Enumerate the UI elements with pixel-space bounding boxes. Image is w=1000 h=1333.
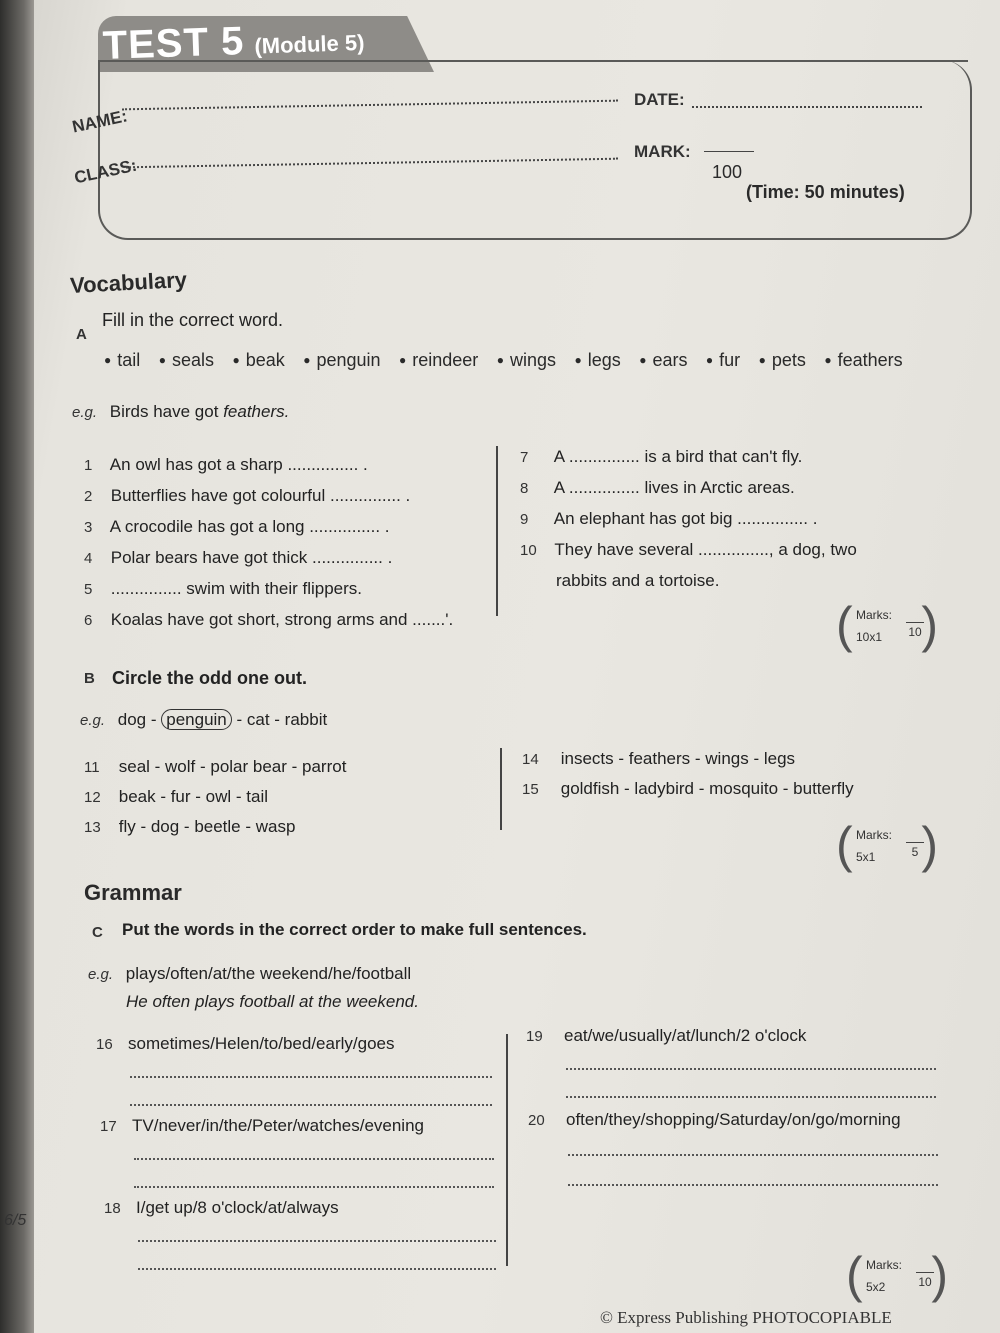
section-b-right-items bbox=[522, 744, 854, 804]
header-box bbox=[98, 60, 972, 240]
question-item[interactable]: 13 fly - dog - beetle - wasp bbox=[84, 817, 296, 836]
answer-line[interactable] bbox=[566, 1068, 936, 1070]
question-item[interactable]: 6 Koalas have got short, strong arms and .......'. bbox=[84, 610, 454, 629]
marks-box-a: ( ) Marks: 10x1 10 bbox=[836, 597, 938, 653]
example-c-prompt: e.g. plays/often/at/the weekend/he/football bbox=[88, 964, 412, 983]
question-item[interactable]: 4 Polar bears have got thick ............... . bbox=[84, 548, 393, 567]
book-binding bbox=[0, 0, 34, 1333]
mark-total: 100 bbox=[712, 162, 743, 182]
example-c-answer: He often plays football at the weekend. bbox=[126, 992, 419, 1011]
word-bank-item: ● ears bbox=[639, 350, 687, 370]
question-item[interactable]: 9 An elephant has got big ............... . bbox=[520, 509, 818, 528]
column-divider bbox=[506, 1034, 508, 1266]
question-item[interactable]: 12 beak - fur - owl - tail bbox=[84, 787, 268, 806]
question-item[interactable]: 3 A crocodile has got a long ............... . bbox=[84, 517, 390, 536]
circled-answer: penguin bbox=[161, 709, 232, 730]
section-c-instruction: Put the words in the correct order to make full sentences. bbox=[122, 920, 587, 939]
word-bank-item: ● wings bbox=[497, 350, 556, 370]
mark-fraction-line bbox=[704, 151, 754, 152]
marks-box-b: ( ) Marks: 5x1 5 bbox=[836, 817, 938, 873]
section-a-right-items bbox=[520, 442, 857, 596]
question-item: 18 I/get up/8 o'clock/at/always bbox=[104, 1198, 339, 1217]
answer-line[interactable] bbox=[138, 1268, 496, 1270]
section-c-letter: C bbox=[92, 924, 103, 941]
answer-line[interactable] bbox=[134, 1158, 494, 1160]
word-bank-item: ● beak bbox=[232, 350, 284, 370]
column-divider bbox=[500, 748, 502, 830]
section-b-letter: B bbox=[84, 670, 95, 687]
word-bank-item: ● seals bbox=[159, 350, 214, 370]
word-bank-item: ● fur bbox=[706, 350, 740, 370]
time-limit: (Time: 50 minutes) bbox=[746, 182, 905, 202]
question-item[interactable]: 5 ............... swim with their flippers. bbox=[84, 579, 363, 598]
copyright-footer: © Express Publishing PHOTOCOPIABLE bbox=[600, 1308, 892, 1327]
word-bank-item: ● reindeer bbox=[399, 350, 478, 370]
question-item: 19 eat/we/usually/at/lunch/2 o'clock bbox=[526, 1026, 807, 1045]
answer-line[interactable] bbox=[138, 1240, 496, 1242]
question-item: 16 sometimes/Helen/to/bed/early/goes bbox=[96, 1034, 395, 1053]
test-title: TEST 5 (Module 5) bbox=[102, 19, 365, 68]
section-a-left-items bbox=[84, 450, 453, 636]
question-item[interactable]: 7 A ............... is a bird that can't fly. bbox=[520, 447, 803, 466]
section-b-instruction: Circle the odd one out. bbox=[112, 668, 308, 688]
marks-box-c: ( ) Marks: 5x2 10 bbox=[846, 1247, 948, 1303]
date-field[interactable] bbox=[692, 106, 922, 108]
date-label: DATE: bbox=[634, 90, 685, 109]
column-divider bbox=[496, 446, 498, 616]
grammar-heading: Grammar bbox=[84, 880, 182, 905]
section-a-letter: A bbox=[76, 326, 87, 343]
question-item[interactable]: 15 goldfish - ladybird - mosquito - butterfly bbox=[522, 779, 854, 798]
name-label: NAME: bbox=[70, 106, 129, 137]
word-bank-item: ● feathers bbox=[824, 350, 902, 370]
answer-line[interactable] bbox=[134, 1186, 494, 1188]
question-item[interactable]: 10 They have several ..............., a dog, two bbox=[520, 540, 857, 559]
question-item: 20 often/they/shopping/Saturday/on/go/morning bbox=[528, 1110, 901, 1129]
class-label: CLASS: bbox=[72, 155, 139, 188]
answer-line[interactable] bbox=[130, 1104, 492, 1106]
vocabulary-heading: Vocabulary bbox=[69, 266, 188, 299]
word-bank-item: ● pets bbox=[759, 350, 806, 370]
word-bank bbox=[104, 350, 917, 371]
question-item[interactable]: 8 A ............... lives in Arctic areas. bbox=[520, 478, 795, 497]
question-item[interactable]: 2 Butterflies have got colourful ............... . bbox=[84, 486, 411, 505]
section-b-left-items bbox=[84, 752, 346, 842]
question-item-continued: rabbits and a tortoise. bbox=[556, 571, 720, 590]
mark-label: MARK: bbox=[634, 142, 691, 161]
answer-line[interactable] bbox=[568, 1184, 938, 1186]
answer-line[interactable] bbox=[130, 1076, 492, 1078]
question-item[interactable]: 14 insects - feathers - wings - legs bbox=[522, 749, 796, 768]
margin-note: 6/5 bbox=[4, 1212, 27, 1229]
word-bank-item: ● tail bbox=[104, 350, 140, 370]
section-a-instruction: Fill in the correct word. bbox=[102, 310, 284, 330]
word-bank-item: ● legs bbox=[574, 350, 620, 370]
word-bank-item: ● penguin bbox=[303, 350, 380, 370]
example-a: e.g. Birds have got feathers. bbox=[72, 402, 290, 421]
question-item[interactable]: 1 An owl has got a sharp ............... . bbox=[84, 455, 368, 474]
example-b: e.g. dog - penguin - cat - rabbit bbox=[80, 710, 328, 729]
question-item: 17 TV/never/in/the/Peter/watches/evening bbox=[100, 1116, 424, 1135]
question-item[interactable]: 11 seal - wolf - polar bear - parrot bbox=[84, 757, 347, 776]
answer-line[interactable] bbox=[566, 1096, 936, 1098]
answer-line[interactable] bbox=[568, 1154, 938, 1156]
